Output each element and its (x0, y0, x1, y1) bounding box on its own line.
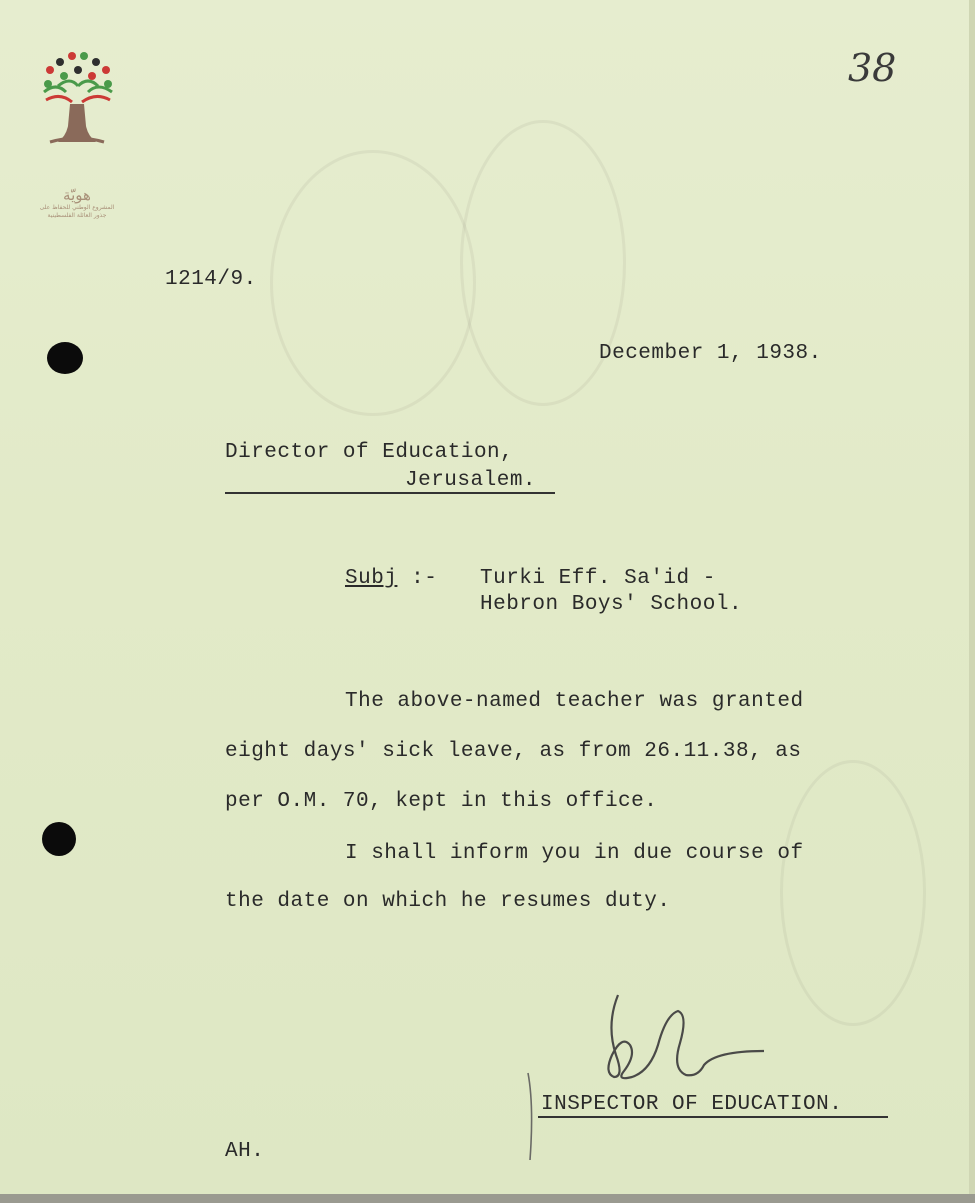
punch-hole-bottom (42, 822, 76, 856)
reference-number: 1214/9. (165, 268, 257, 291)
body-paragraph1-line2: eight days' sick leave, as from 26.11.38, as (225, 740, 802, 763)
letter-date: December 1, 1938. (599, 342, 822, 365)
handwritten-signature (520, 985, 780, 1160)
body-paragraph2-line1: I shall inform you in due course of (345, 842, 804, 865)
subject-line2: Hebron Boys' School. (480, 593, 743, 616)
background-stamp (780, 760, 926, 1026)
hawiya-logo (36, 48, 118, 219)
family-tree-logo-icon (36, 48, 118, 184)
folio-number: 38 (848, 46, 897, 90)
recipient-underline (225, 492, 555, 494)
punch-hole-top (47, 342, 83, 374)
recipient-line1: Director of Education, (225, 441, 514, 464)
subject-line1: Turki Eff. Sa'id - (480, 567, 716, 590)
body-paragraph1-line1: The above-named teacher was granted (345, 690, 804, 713)
signature-title: INSPECTOR OF EDUCATION. (541, 1093, 843, 1116)
subject-separator: :- (398, 567, 438, 590)
recipient-line2: Jerusalem. (405, 469, 537, 492)
page-edge (969, 0, 975, 1203)
page-bottom-border (0, 1194, 975, 1203)
typist-initials: AH. (225, 1140, 265, 1163)
body-paragraph1-line3: per O.M. 70, kept in this office. (225, 790, 658, 813)
signature-title-underline (538, 1116, 888, 1118)
logo-caption (36, 186, 118, 220)
subject-label: Subj (345, 567, 398, 590)
logo-caption-arabic: هويّة (63, 186, 91, 204)
body-paragraph2-line2: the date on which he resumes duty. (225, 890, 671, 913)
background-stamp (270, 150, 476, 416)
logo-caption-small: المشروع الوطني للحفاظ على جذور العائلة الفلسطينية (39, 204, 115, 219)
